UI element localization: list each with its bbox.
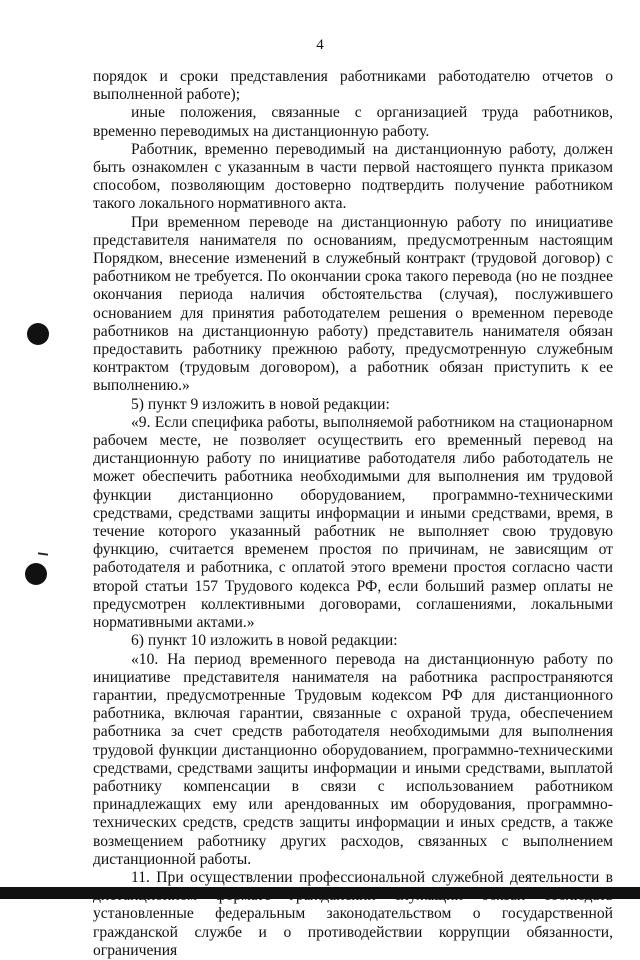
scan-border <box>0 887 640 899</box>
paragraph: иные положения, связанные с организацией труда работников, временно переводимых на дистанционную работу. <box>93 104 613 140</box>
paragraph: 6) пункт 10 изложить в новой редакции: <box>131 632 398 650</box>
page-number: 4 <box>316 37 324 53</box>
paragraph: При временном переводе на дистанционную работу по инициативе представителя нанимателя по основаниям, предусмотренным настоящим Порядком, внесение изменений в служебный контракт (трудовой договор) с работником не требуется. По окончании срока такого перевода (но не позднее окончания периода наличия обстоятельства (случая), послужившего основанием для принятия работодателем решения о временном переводе работников на дистанционную работу) представитель нанимателя обязан предоставить работнику прежнюю работу, предусмотренную служебным контрактом (трудовым договором), а работник обязан приступить к ее выполнению.» <box>93 213 613 395</box>
paragraph: «9. Если специфика работы, выполняемой работником на стационарном рабочем месте, не позволяет осуществить его временный перевод на дистанционную работу по инициативе работодателя либо работодатель не может обеспечить работника необходимыми для выполнения им трудовой функции дистанционно оборудованием, программно-техническими средствами, средствами защиты информации и иными средствами, время, в течение которого указанный работник не выполняет свою трудовую функцию, считается временем простоя по причинам, не зависящим от работодателя и работника, с оплатой этого времени простоя согласно части второй статьи 157 Трудового кодекса РФ, если больший размер оплаты не предусмотрен коллективными договорами, соглашениями, локальными нормативными актами.» <box>93 413 613 632</box>
paragraph: порядок и сроки представления работниками работодателю отчетов о выполненной работе); <box>93 68 613 104</box>
document-body <box>93 68 613 960</box>
scan-mark <box>38 552 48 555</box>
paragraph: «10. На период временного перевода на дистанционную работу по инициативе представителя нанимателя на работника распространяются гарантии, предусмотренные Трудовым кодексом РФ для дистанционного работника, включая гарантии, связанные с охраной труда, обеспечением работника за счет средств работодателя необходимыми для выполнения трудовой функции дистанционно оборудованием, программно-техническими средствами, средствами защиты информации и иными средствами, выплатой работнику компенсации в связи с использованием работником принадлежащих ему или арендованных им оборудования, программно-технических средств, средств защиты информации и иных средств, а также возмещением работнику других расходов, связанных с выполнением дистанционной работы. <box>93 650 613 868</box>
paragraph: 5) пункт 9 изложить в новой редакции: <box>131 395 390 413</box>
paragraph: Работник, временно переводимый на дистанционную работу, должен быть ознакомлен с указанным в части первой настоящего пункта приказом способом, позволяющим достоверно подтвердить получение работником такого локального нормативного акта. <box>93 140 613 213</box>
punch-hole-mark <box>25 563 47 585</box>
paragraph: 11. При осуществлении профессиональной служебной деятельности в установленные федеральным законодательством о государственной гражданской службе и о противодействии коррупции обязанности, ограничения <box>93 868 613 959</box>
punch-hole-mark <box>27 323 49 345</box>
